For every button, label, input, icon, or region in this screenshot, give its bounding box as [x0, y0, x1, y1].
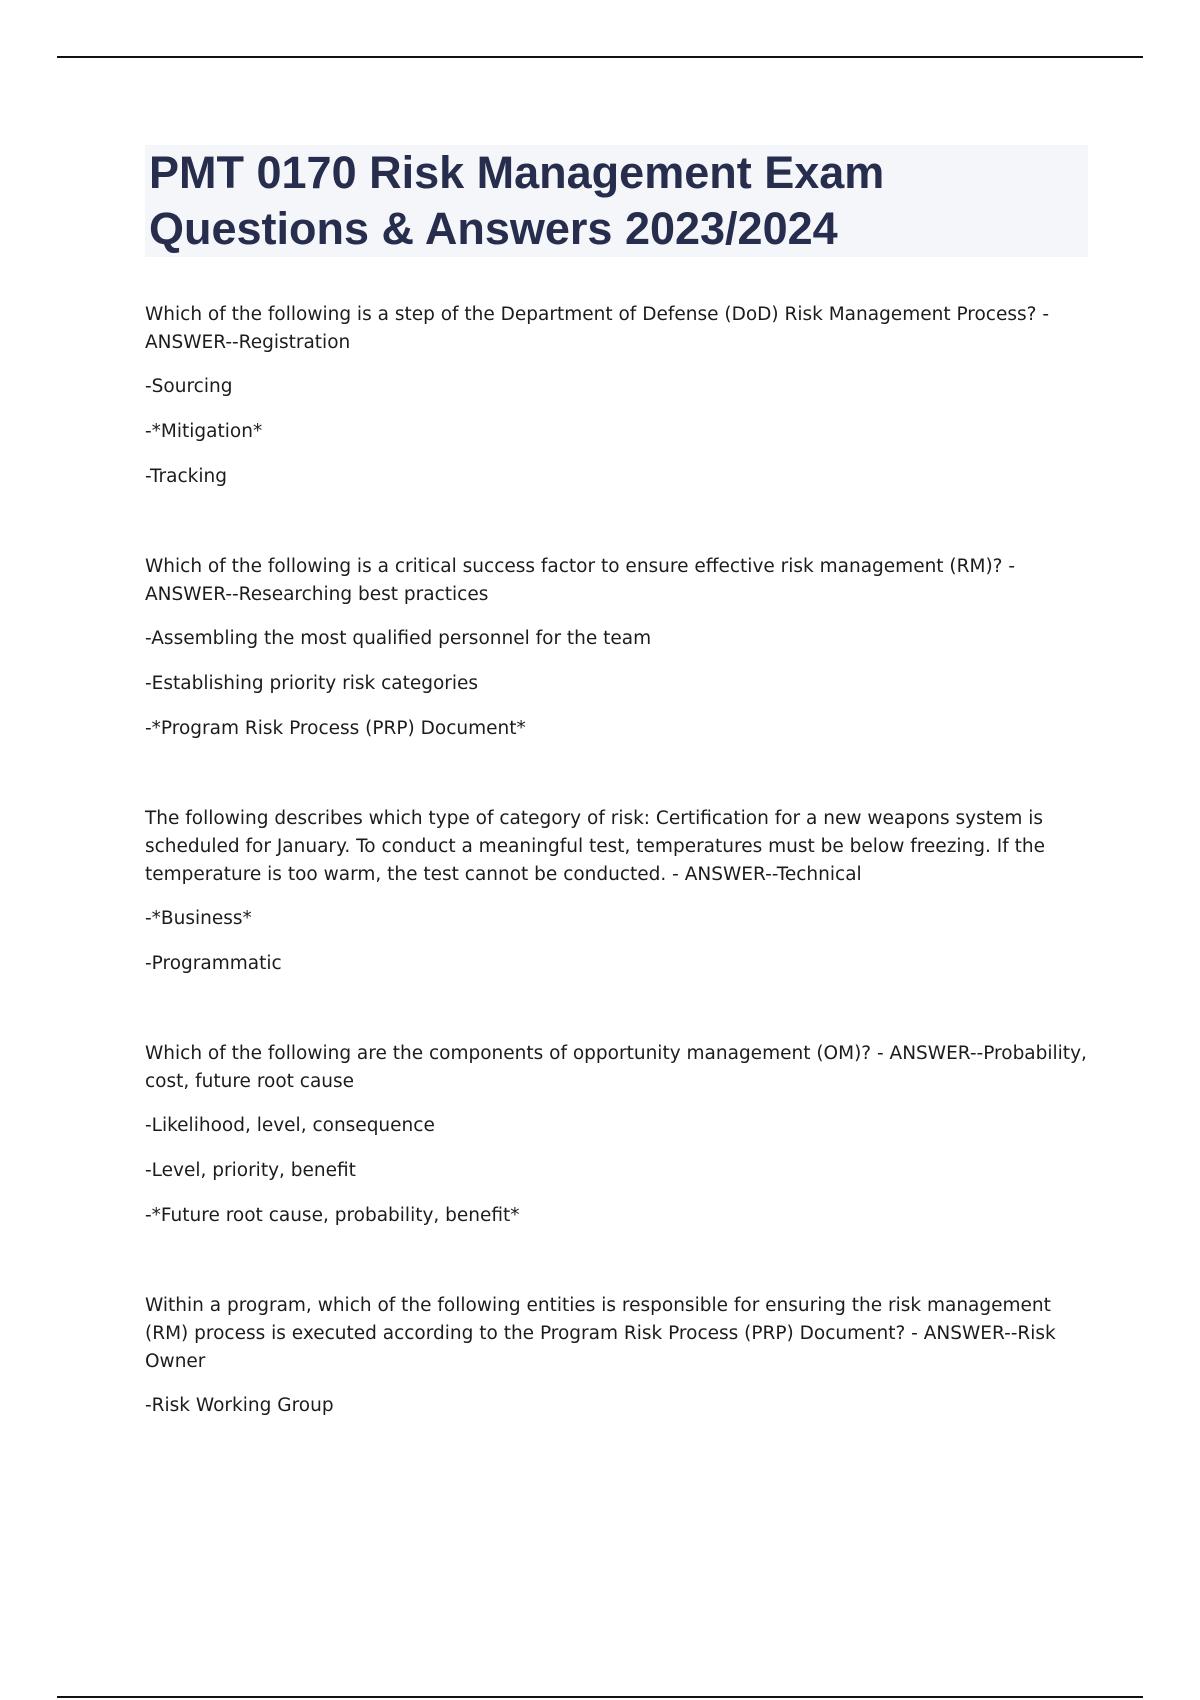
answer-option: -Assembling the most qualified personnel for the team [145, 628, 652, 649]
qa-item [145, 1292, 1090, 1420]
title-line-1: PMT 0170 Risk Management Exam [149, 147, 885, 198]
question-text: The following describes which type of category of risk: Certification for a new weapons system is scheduled for January. To conduct a meaningful test, temperatures must be below freezing. If the temperature is too warm, the test cannot be conducted. - ANSWER--Technical [145, 808, 1045, 885]
answer-option: -Programmatic [145, 953, 282, 974]
top-rule [57, 56, 1143, 58]
answer-option: -Likelihood, level, consequence [145, 1115, 435, 1136]
answer-option: -Sourcing [145, 376, 233, 397]
answer-option: -Risk Working Group [145, 1395, 334, 1416]
answer-option: -Tracking [145, 466, 227, 487]
answer-option: -Level, priority, benefit [145, 1160, 356, 1181]
qa-item [145, 1040, 1090, 1230]
answer-option: -*Mitigation* [145, 421, 263, 442]
question-text: Within a program, which of the following entities is responsible for ensuring the risk management (RM) process is executed according to the Program Risk Process (PRP) Document? - ANSWER--Risk Owner [145, 1295, 1056, 1372]
answer-option: -Establishing priority risk categories [145, 673, 479, 694]
answer-option: -*Future root cause, probability, benefit* [145, 1205, 520, 1226]
document-title [145, 145, 1088, 257]
qa-item [145, 553, 1090, 743]
qa-list [145, 301, 1090, 1482]
qa-item [145, 301, 1090, 491]
title-line-2: Questions & Answers 2023/2024 [149, 203, 838, 254]
answer-option: -*Business* [145, 908, 252, 929]
question-text: Which of the following is a critical success factor to ensure effective risk management (RM)? - ANSWER--Researching best practices [145, 556, 1016, 605]
bottom-rule [57, 1696, 1143, 1698]
question-text: Which of the following is a step of the Department of Defense (DoD) Risk Management Process? - ANSWER--Registration [145, 304, 1050, 353]
answer-option: -*Program Risk Process (PRP) Document* [145, 718, 526, 739]
qa-item [145, 805, 1090, 978]
question-text: Which of the following are the components of opportunity management (OM)? - ANSWER--Probability, cost, future root cause [145, 1043, 1087, 1092]
